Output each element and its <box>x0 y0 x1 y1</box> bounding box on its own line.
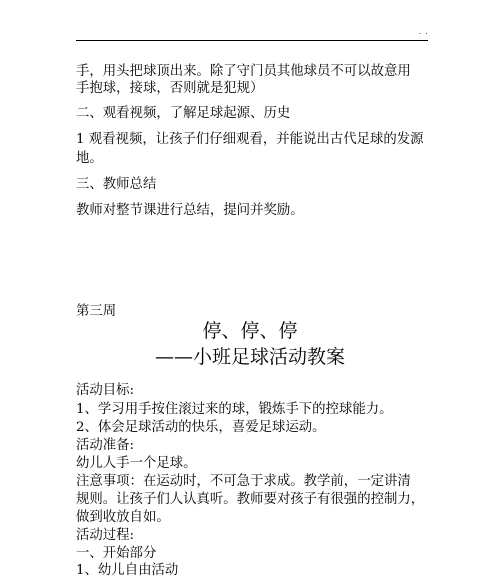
section-heading: 三、教师总结 <box>76 177 157 192</box>
lesson-subtitle: ——小班足球活动教案 <box>154 346 345 368</box>
goal-item: 1、学习用手按住滚过来的球，锻炼手下的控球能力。 <box>76 402 393 417</box>
note-line: 规则。让孩子们人认真听。教师要对孩子有很强的控制力， <box>76 492 425 507</box>
body-line: 地。 <box>76 151 103 166</box>
note-line: 注意事项：在运动时，不可急于求成。教学前，一定讲清 <box>76 474 411 489</box>
part-heading: 一、开始部分 <box>76 546 157 561</box>
header-corner-mark: . . <box>419 28 429 36</box>
body-line: 手，用头把球顶出来。除了守门员其他球员不可以故意用 <box>76 64 411 79</box>
lesson-title: 停、停、停 <box>202 320 298 342</box>
goal-label: 活动目标: <box>76 383 135 398</box>
section-heading: 二、观看视频，了解足球起源、历史 <box>76 106 291 121</box>
prep-item: 幼儿人手一个足球。 <box>76 456 197 471</box>
note-line: 做到收放自如。 <box>76 510 170 525</box>
header-rule <box>76 40 428 41</box>
goal-item: 2、体会足球活动的快乐，喜爱足球运动。 <box>76 420 326 435</box>
body-line: 手抱球，接球，否则就是犯规） <box>76 81 264 96</box>
body-line: 教师对整节课进行总结，提问并奖励。 <box>76 203 304 218</box>
process-label: 活动过程: <box>76 528 135 543</box>
body-line: 1 观看视频，让孩子们仔细观看，并能说出古代足球的发源 <box>76 132 424 147</box>
prep-label: 活动准备: <box>76 438 135 453</box>
week-label: 第三周 <box>76 304 117 319</box>
part-item: 1、幼儿自由活动 <box>76 563 179 578</box>
